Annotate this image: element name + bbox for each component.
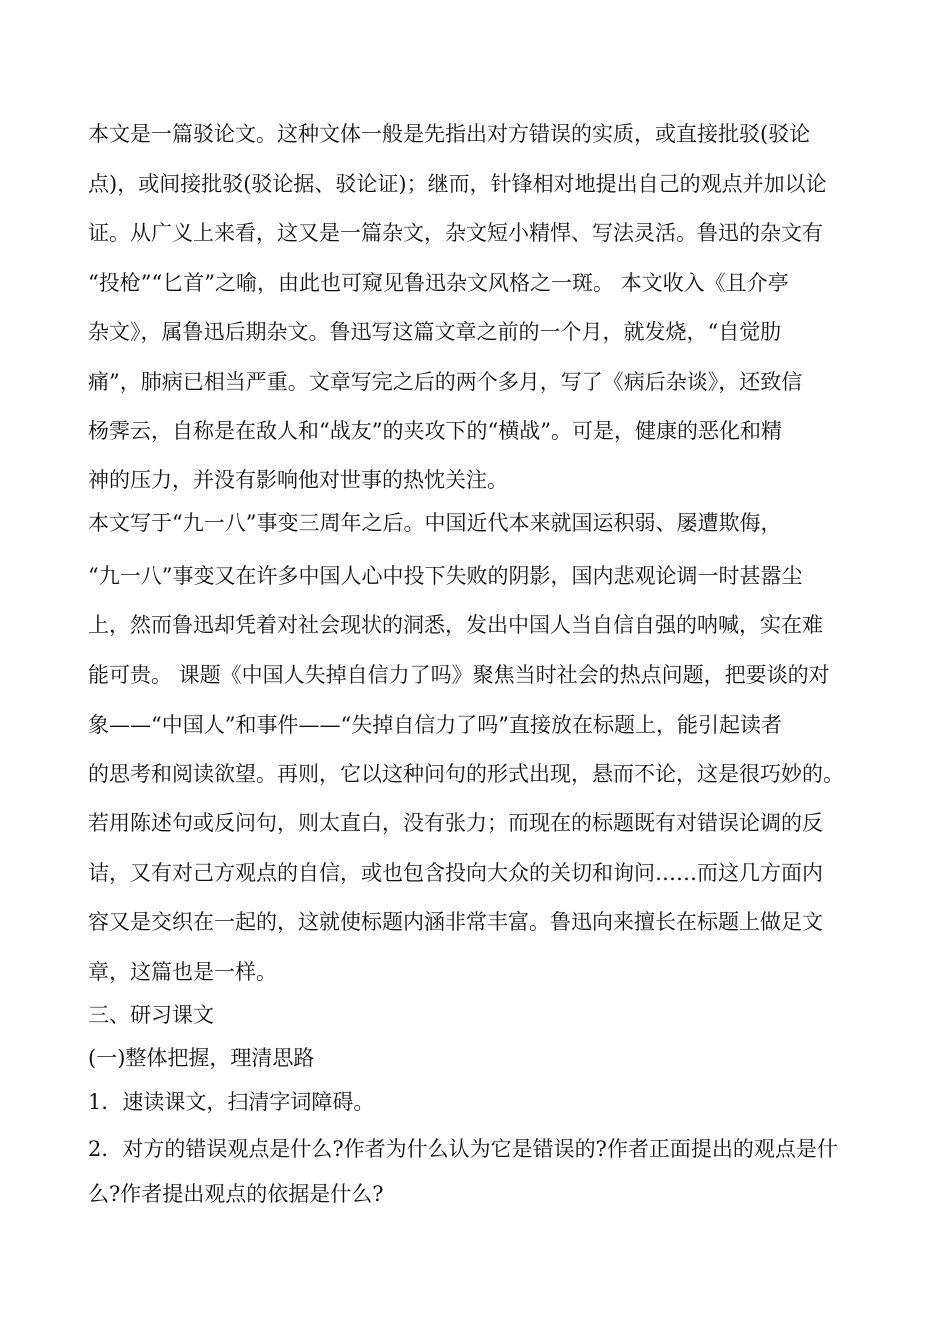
- paragraph-2-line-6: 的思考和阅读欲望。再则，它以这种问句的形式出现，悬而不论，这是很巧妙的。: [88, 762, 844, 786]
- paragraph-1-line-1: 本文是一篇驳论文。这种文体一般是先指出对方错误的实质，或直接批驳(驳论: [88, 122, 811, 146]
- subsection-heading: (一)整体把握，理清思路: [88, 1046, 315, 1070]
- task-1: 1．速读课文，扫清字词障碍。: [88, 1090, 375, 1114]
- paragraph-1-line-4: “投枪”“匕首”之喻，由此也可窥见鲁迅杂文风格之一斑。 本文收入《且介亭: [88, 271, 789, 295]
- paragraph-1-line-6: 痛”，肺病已相当严重。文章写完之后的两个多月，写了《病后杂谈》，还致信: [88, 370, 803, 394]
- paragraph-2-line-2: “九一八”事变又在许多中国人心中投下失败的阴影，国内悲观论调一时甚嚣尘: [88, 564, 803, 588]
- paragraph-1-line-2: 点)，或间接批驳(驳论据、驳论证)；继而，针锋相对地提出自己的观点并加以论: [88, 172, 827, 196]
- paragraph-2-line-8: 诘，又有对己方观点的自信，或也包含投向大众的关切和询问……而这几方面内: [88, 861, 823, 885]
- paragraph-2-line-4: 能可贵。 课题《中国人失掉自信力了吗》聚焦当时社会的热点问题，把要谈的对: [88, 663, 830, 687]
- paragraph-2-line-9: 容又是交织在一起的，这就使标题内涵非常丰富。鲁迅向来擅长在标题上做足文: [88, 910, 823, 934]
- paragraph-1-line-7: 杨霁云，自称是在敌人和“战友”的夹攻下的“横战”。可是，健康的恶化和精: [88, 419, 782, 443]
- paragraph-2-line-7: 若用陈述句或反问句，则太直白，没有张力；而现在的标题既有对错误论调的反: [88, 811, 823, 835]
- paragraph-2-line-10: 章，这篇也是一样。: [88, 960, 277, 984]
- paragraph-1-line-8: 神的压力，并没有影响他对世事的热忱关注。: [88, 468, 508, 492]
- task-2-line-1: 2．对方的错误观点是什么?作者为什么认为它是错误的?作者正面提出的观点是什: [88, 1137, 838, 1161]
- paragraph-1-line-3: 证。从广义上来看，这又是一篇杂文，杂文短小精悍、写法灵活。鲁迅的杂文有: [88, 221, 823, 245]
- task-2-line-2: 么?作者提出观点的依据是什么?: [88, 1182, 384, 1206]
- paragraph-2-line-5: 象——“中国人”和事件——“失掉自信力了吗”直接放在标题上，能引起读者: [88, 713, 782, 737]
- section-heading: 三、研习课文: [88, 1003, 214, 1027]
- paragraph-2-line-1: 本文写于“九一八”事变三周年之后。中国近代本来就国运积弱、屡遭欺侮，: [88, 511, 782, 535]
- paragraph-2-line-3: 上，然而鲁迅却凭着对社会现状的洞悉，发出中国人当自信自强的呐喊，实在难: [88, 613, 823, 637]
- paragraph-1-line-5: 杂文》，属鲁迅后期杂文。鲁迅写这篇文章之前的一个月，就发烧，“自觉肋: [88, 320, 782, 344]
